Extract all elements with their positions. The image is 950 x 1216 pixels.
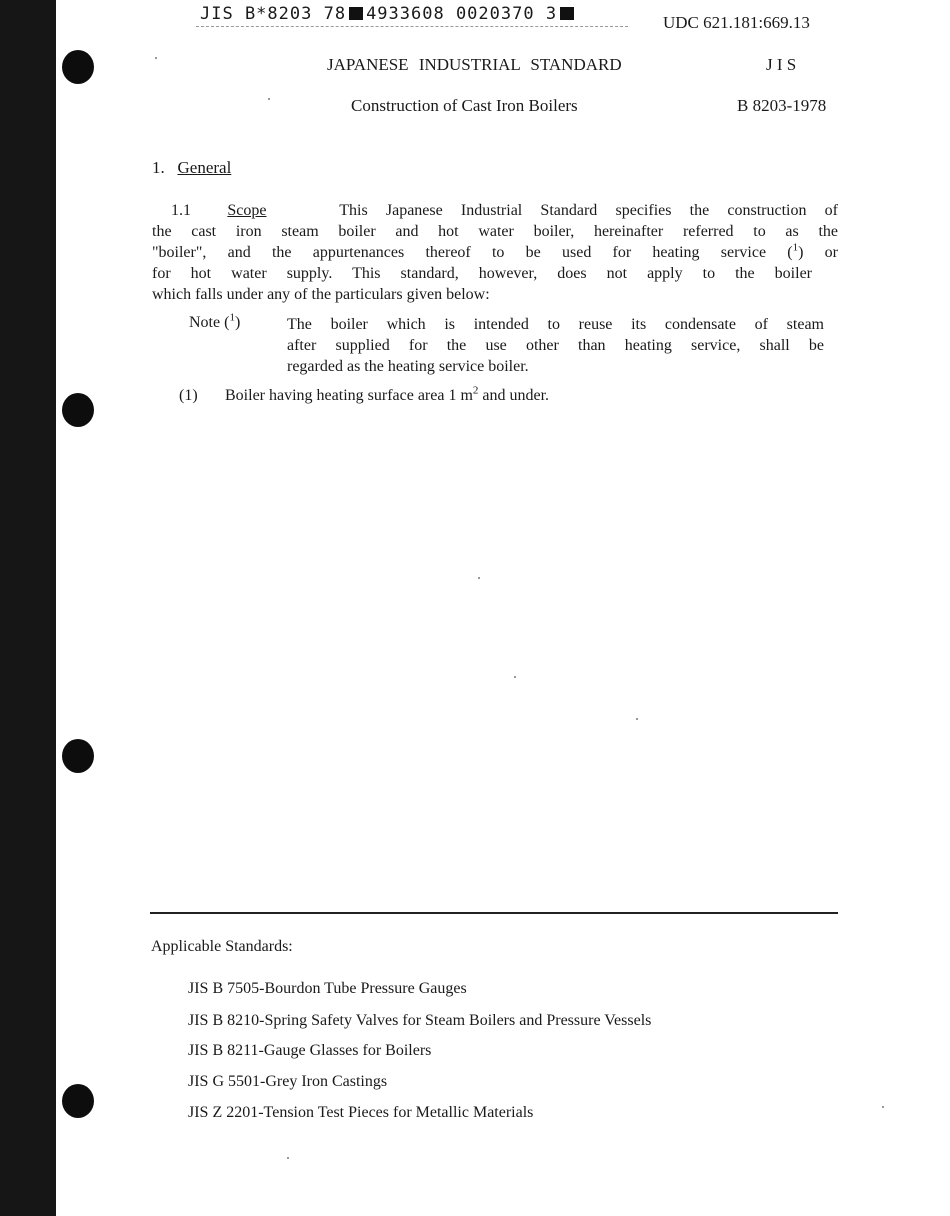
stamp-prefix: JIS B*8203 78 <box>200 4 347 24</box>
standard-item: JIS B 8211-Gauge Glasses for Boilers <box>188 1042 432 1059</box>
udc-code: UDC 621.181:669.13 <box>663 13 810 32</box>
stamp-underline <box>196 26 628 28</box>
superscript: 2 <box>472 384 479 397</box>
scope-line: the cast iron steam boiler and hot water boiler, hereinafter referred to as the <box>152 223 838 240</box>
standard-item: JIS B 7505-Bourdon Tube Pressure Gauges <box>188 980 467 997</box>
list-item-number: (1) <box>179 387 198 404</box>
stamp-block <box>560 7 574 20</box>
scan-speck <box>155 57 157 59</box>
list-item-text: Boiler having heating surface area 1 m <box>225 387 473 404</box>
section-number: 1. <box>152 158 165 177</box>
scan-speck <box>636 718 638 720</box>
footer-divider <box>150 912 838 914</box>
binding-strip <box>0 0 56 1216</box>
punch-hole <box>62 739 94 773</box>
scope-line: for hot water supply. This standard, however, does not apply to the boiler <box>152 265 812 282</box>
footnote-ref: 1 <box>229 311 235 324</box>
note-label-close: ) <box>234 314 241 331</box>
jis-mark: J I S <box>766 55 797 74</box>
scope-line <box>152 242 838 263</box>
document-stamp <box>200 4 577 24</box>
scan-speck <box>514 676 516 678</box>
stamp-block <box>349 7 363 20</box>
scope-line: which falls under any of the particulars given below: <box>152 286 490 303</box>
standard-item: JIS B 8210-Spring Safety Valves for Steam Boilers and Pressure Vessels <box>188 1012 652 1029</box>
org-name: JAPANESE INDUSTRIAL STANDARD <box>327 55 622 74</box>
applicable-standards-title: Applicable Standards: <box>151 938 293 955</box>
note-label-text: Note ( <box>189 314 230 331</box>
note-label <box>189 311 241 332</box>
list-item <box>225 384 550 405</box>
punch-hole <box>62 393 94 427</box>
scan-speck <box>287 1157 289 1159</box>
section-heading <box>152 158 231 178</box>
document-title: Construction of Cast Iron Boilers <box>351 96 578 115</box>
note-text <box>287 314 824 377</box>
document-code: B 8203-1978 <box>737 96 827 115</box>
scope-line <box>152 200 838 221</box>
scan-speck <box>478 577 480 579</box>
scope-label: Scope <box>227 202 267 219</box>
list-item-text-end: and under. <box>478 387 550 404</box>
note-line: after supplied for the use other than heating service, shall be <box>287 337 824 354</box>
scan-speck <box>882 1106 884 1108</box>
scan-speck <box>268 98 270 100</box>
scope-text: "boiler", and the appurtenances thereof to be used for heating service ( <box>152 244 793 261</box>
punch-hole <box>62 50 94 84</box>
note-line: The boiler which is intended to reuse its condensate of steam <box>287 316 824 333</box>
note-line: regarded as the heating service boiler. <box>287 358 529 375</box>
footnote-ref: 1 <box>792 241 799 254</box>
section-title: General <box>177 158 232 177</box>
stamp-number: 4933608 0020370 3 <box>366 4 558 24</box>
scope-number: 1.1 <box>171 202 191 219</box>
punch-hole <box>62 1084 94 1118</box>
standard-item: JIS G 5501-Grey Iron Castings <box>188 1073 388 1090</box>
scope-text: ) or <box>798 244 838 261</box>
scope-text: This Japanese Industrial Standard specifies the construction of <box>339 202 838 219</box>
scope-paragraph <box>152 200 838 305</box>
standard-item: JIS Z 2201-Tension Test Pieces for Metallic Materials <box>188 1104 534 1121</box>
